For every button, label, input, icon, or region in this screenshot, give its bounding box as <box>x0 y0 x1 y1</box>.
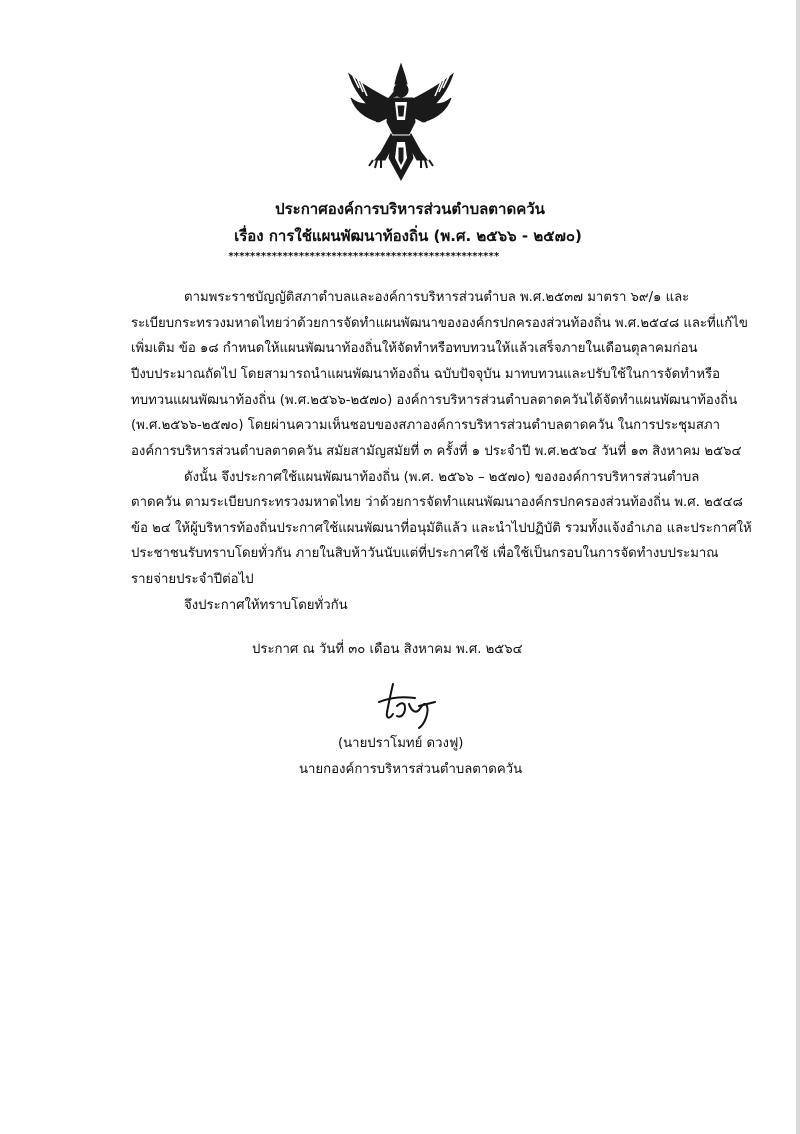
body-line: ปีงบประมาณถัดไป โดยสามารถนำแผนพัฒนาท้องถิ่น ฉบับปัจจุบัน มาทบทวนและปรับใช้ในการจัดทำหรือ <box>131 367 721 382</box>
body-line: ดังนั้น จึงประกาศใช้แผนพัฒนาท้องถิ่น (พ.ศ. ๒๕๖๖ – ๒๕๗๐) ขององค์การบริหารส่วนตำบล <box>184 470 700 485</box>
body-line: ข้อ ๒๔ ให้ผู้บริหารท้องถิ่นประกาศใช้แผนพัฒนาที่อนุมัติแล้ว และนำไปปฏิบัติ รวมทั้งแจ้งอำเภอ และประกาศให้ <box>131 521 752 536</box>
body-line: (พ.ศ.๒๕๖๖-๒๕๗๐) โดยผ่านความเห็นชอบของสภาองค์การบริหารส่วนตำบลตาดควัน ในการประชุมสภา <box>131 418 720 433</box>
separator-line: ************************************************** <box>228 251 500 262</box>
body-line: เพิ่มเติม ข้อ ๑๘ กำหนดให้แผนพัฒนาท้องถิ่นให้จัดทำหรือทบทวนให้แล้วเสร็จภายในเดือนตุลาคมก่อน <box>131 341 698 356</box>
handwritten-signature <box>375 680 447 732</box>
page-edge <box>796 0 800 1134</box>
body-line: ระเบียบกระทรวงมหาดไทยว่าด้วยการจัดทำแผนพัฒนาขององค์กรปกครองส่วนท้องถิ่น พ.ศ.๒๕๔๘ และที่แก้ไข <box>131 316 748 331</box>
signatory-position: นายกองค์การบริหารส่วนตำบลตาดควัน <box>299 762 523 777</box>
signatory-name: (นายปราโมทย์ ดวงฟู) <box>338 736 464 751</box>
announcement-title: ประกาศองค์การบริหารส่วนตำบลตาดควัน <box>275 200 545 218</box>
body-line: องค์การบริหารส่วนตำบลตาดควัน สมัยสามัญสมัยที่ ๓ ครั้งที่ ๑ ประจำปี พ.ศ.๒๕๖๔ วันที่ ๑๓ สิงหาคม ๒๕๖๔ <box>131 444 742 459</box>
garuda-emblem-icon <box>345 62 457 182</box>
announcement-subject: เรื่อง การใช้แผนพัฒนาท้องถิ่น (พ.ศ. ๒๕๖๖ - ๒๕๗๐) <box>234 227 582 245</box>
body-line: ทบทวนแผนพัฒนาท้องถิ่น (พ.ศ.๒๕๖๖-๒๕๗๐) องค์การบริหารส่วนตำบลตาดควันได้จัดทำแผนพัฒนาท้องถิ่น <box>131 393 738 408</box>
closing-announcement: จึงประกาศให้ทราบโดยทั่วกัน <box>184 598 348 613</box>
announcement-date: ประกาศ ณ วันที่ ๓๐ เดือน สิงหาคม พ.ศ. ๒๕๖๔ <box>252 642 523 657</box>
body-line: รายจ่ายประจำปีต่อไป <box>131 572 254 587</box>
body-line: ตาดควัน ตามระเบียบกระทรวงมหาดไทย ว่าด้วยการจัดทำแผนพัฒนาองค์กรปกครองส่วนท้องถิ่น พ.ศ. ๒๕๔๘ <box>131 495 743 510</box>
body-line: ประชาชนรับทราบโดยทั่วกัน ภายในสิบห้าวันนับแต่ที่ประกาศใช้ เพื่อใช้เป็นกรอบในการจัดทำงบประมาณ <box>131 546 719 561</box>
body-line: ตามพระราชบัญญัติสภาตำบลและองค์การบริหารส่วนตำบล พ.ศ.๒๕๓๗ มาตรา ๖๙/๑ และ <box>184 290 690 305</box>
